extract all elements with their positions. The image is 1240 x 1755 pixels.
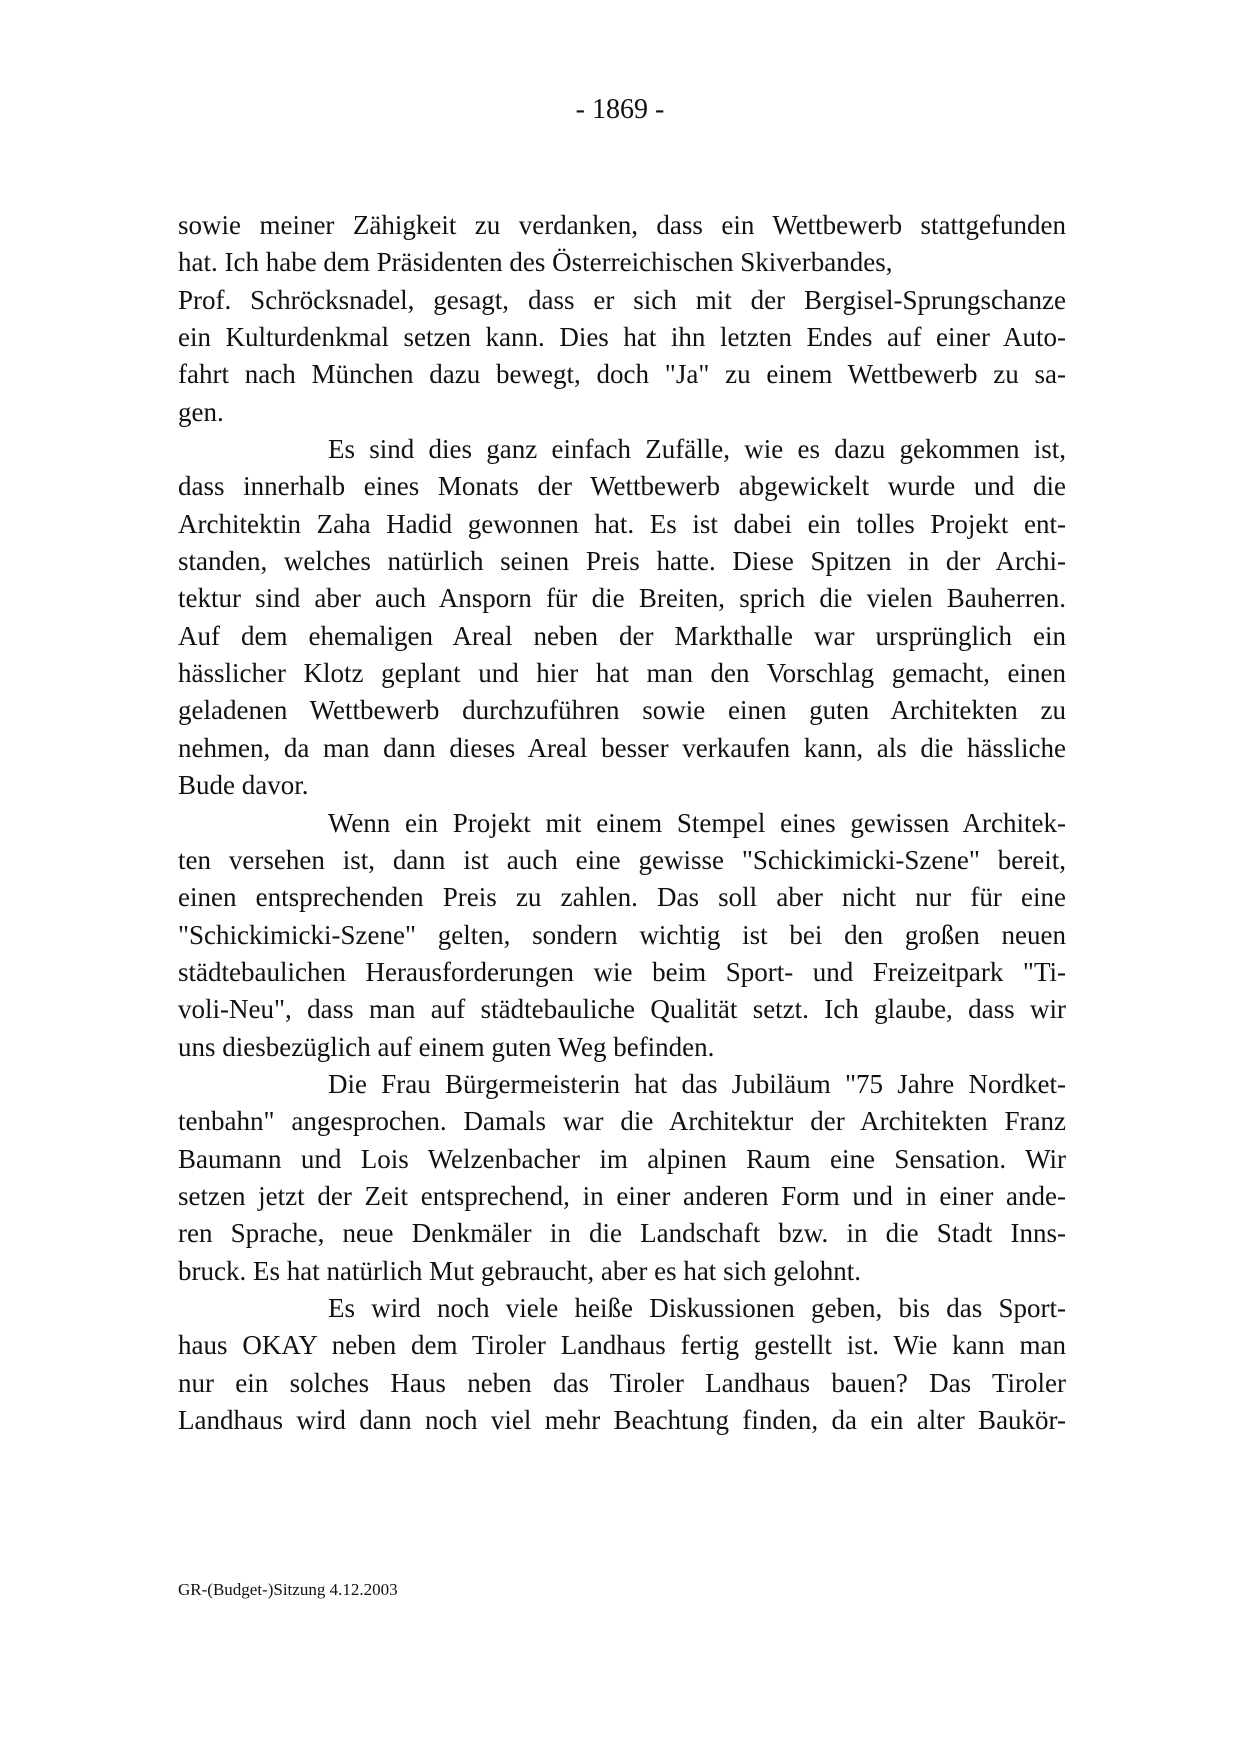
text-line: dass innerhalb eines Monats der Wettbewerb abgewickelt wurde und die bbox=[178, 471, 1066, 502]
text-line: Es wird noch viele heiße Diskussionen geben, bis das Sport- bbox=[328, 1292, 1066, 1323]
text-line: tenbahn" angesprochen. Damals war die Architektur der Architekten Franz bbox=[178, 1106, 1066, 1137]
text-line: nehmen, da man dann dieses Areal besser verkaufen kann, als die hässliche bbox=[178, 732, 1066, 763]
text-line: hat. Ich habe dem Präsidenten des Österreichischen Skiverbandes, bbox=[178, 247, 893, 278]
text-line: nur ein solches Haus neben das Tiroler Landhaus bauen? Das Tiroler bbox=[178, 1367, 1066, 1398]
text-line: städtebaulichen Herausforderungen wie beim Sport- und Freizeitpark "Ti- bbox=[178, 956, 1066, 987]
text-line: gen. bbox=[178, 396, 224, 427]
text-line: ein Kulturdenkmal setzen kann. Dies hat ihn letzten Endes auf einer Auto- bbox=[178, 322, 1066, 353]
body-text bbox=[178, 207, 1066, 1439]
text-line: Wenn ein Projekt mit einem Stempel eines gewissen Architek- bbox=[328, 807, 1066, 838]
text-line: sowie meiner Zähigkeit zu verdanken, dass ein Wettbewerb stattgefunden bbox=[178, 210, 1066, 240]
text-line: Die Frau Bürgermeisterin hat das Jubiläum "75 Jahre Nordket- bbox=[328, 1068, 1066, 1099]
text-line: standen, welches natürlich seinen Preis hatte. Diese Spitzen in der Archi- bbox=[178, 546, 1066, 577]
text-line: ten versehen ist, dann ist auch eine gewisse "Schickimicki-Szene" bereit, bbox=[178, 844, 1066, 875]
text-line: tektur sind aber auch Ansporn für die Breiten, sprich die vielen Bauherren. bbox=[178, 583, 1066, 614]
text-line: ren Sprache, neue Denkmäler in die Landschaft bzw. in die Stadt Inns- bbox=[178, 1218, 1066, 1249]
text-line: Prof. Schröcksnadel, gesagt, dass er sich mit der Bergisel-Sprungschanze bbox=[178, 284, 1066, 315]
text-line: "Schickimicki-Szene" gelten, sondern wichtig ist bei den großen neuen bbox=[178, 919, 1066, 950]
text-line: setzen jetzt der Zeit entsprechend, in einer anderen Form und in einer ande- bbox=[178, 1180, 1066, 1211]
text-line: Bude davor. bbox=[178, 770, 309, 801]
page-number: - 1869 - bbox=[575, 94, 665, 125]
text-line: einen entsprechenden Preis zu zahlen. Das soll aber nicht nur für eine bbox=[178, 882, 1066, 913]
text-line: uns diesbezüglich auf einem guten Weg befinden. bbox=[178, 1031, 715, 1062]
text-line: geladenen Wettbewerb durchzuführen sowie einen guten Architekten zu bbox=[178, 695, 1066, 726]
text-line: Landhaus wird dann noch viel mehr Beachtung finden, da ein alter Baukör- bbox=[178, 1405, 1066, 1435]
text-line: Architektin Zaha Hadid gewonnen hat. Es ist dabei ein tolles Projekt ent- bbox=[178, 508, 1066, 539]
text-line: fahrt nach München dazu bewegt, doch "Ja" zu einem Wettbewerb zu sa- bbox=[178, 359, 1066, 390]
text-line: Auf dem ehemaligen Areal neben der Markthalle war ursprünglich ein bbox=[178, 620, 1066, 651]
text-line: bruck. Es hat natürlich Mut gebraucht, aber es hat sich gelohnt. bbox=[178, 1255, 862, 1286]
text-line: Baumann und Lois Welzenbacher im alpinen Raum eine Sensation. Wir bbox=[178, 1143, 1066, 1174]
text-line: haus OKAY neben dem Tiroler Landhaus fertig gestellt ist. Wie kann man bbox=[178, 1330, 1066, 1361]
footer-session-label: GR-(Budget-)Sitzung 4.12.2003 bbox=[178, 1580, 398, 1599]
text-line: hässlicher Klotz geplant und hier hat man den Vorschlag gemacht, einen bbox=[178, 658, 1066, 689]
text-line: voli-Neu", dass man auf städtebauliche Qualität setzt. Ich glaube, dass wir bbox=[178, 994, 1066, 1025]
text-line: Es sind dies ganz einfach Zufälle, wie es dazu gekommen ist, bbox=[328, 434, 1066, 465]
